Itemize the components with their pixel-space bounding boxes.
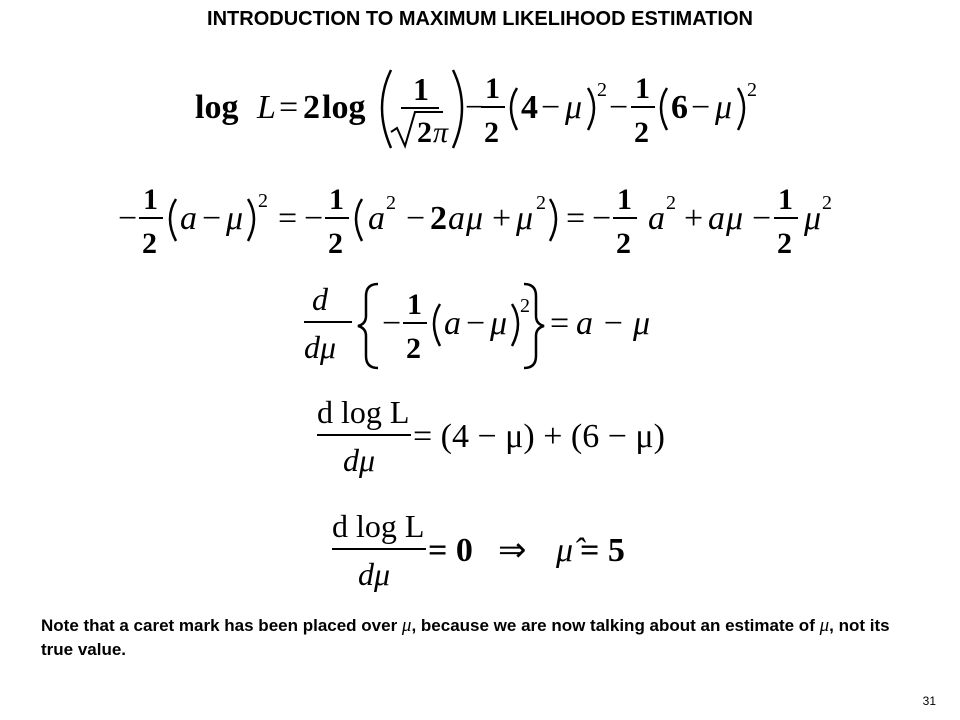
note-text	[41, 614, 901, 662]
note-part1: Note that a caret mark has been placed over	[41, 616, 402, 635]
eq1-minus3: −	[609, 89, 629, 126]
eq2-minus4: −	[406, 200, 426, 237]
eq1-minus4: −	[691, 89, 711, 126]
eq2-a1: a	[180, 200, 197, 237]
eq1-minus1: −	[465, 89, 485, 126]
eq2-a3: a	[448, 200, 465, 237]
eq1-two: 2	[417, 116, 432, 149]
eq1-mu1: μ	[565, 89, 583, 126]
note-mu1: μ	[401, 615, 412, 636]
page-title: INTRODUCTION TO MAXIMUM LIKELIHOOD ESTIMATION	[207, 8, 753, 30]
eq5-num: d log L	[332, 508, 425, 544]
eq2-half1-num: 1	[143, 183, 158, 216]
equation-expansion	[118, 175, 832, 265]
brace-left-icon	[358, 284, 378, 368]
eq1-big-paren-left	[382, 70, 391, 148]
eq3-half-den: 2	[406, 332, 421, 365]
eq2-a5: a	[708, 200, 725, 237]
eq1-equals: =	[279, 89, 299, 126]
eq2-paren-l1	[170, 199, 176, 241]
eq4-den: dμ	[343, 442, 376, 478]
implies-arrow-icon: ⇒	[498, 532, 527, 569]
eq2-minus3: −	[304, 200, 324, 237]
eq1-L: L	[257, 89, 276, 126]
eq3-rhs: a − μ	[576, 305, 651, 342]
eq1-half2-num: 1	[635, 72, 650, 105]
page-number: 31	[922, 694, 936, 708]
eq2-mu3: μ	[516, 200, 534, 237]
eq2-sq2: 2	[386, 192, 396, 214]
eq3-sq: 2	[520, 295, 530, 317]
eq4-rhs: = (4 − μ) + (6 − μ)	[413, 418, 665, 455]
eq1-four: 4	[521, 89, 538, 126]
eq1-big-paren-right	[453, 70, 462, 148]
equation-dlogL	[315, 393, 665, 483]
eq2-sq4: 2	[666, 192, 676, 214]
eq1-pi: π	[433, 116, 449, 149]
eq3-a: a	[444, 305, 461, 342]
eq2-minus6: −	[752, 200, 772, 237]
eq2-paren-l2	[356, 199, 362, 241]
eq1-half2-den: 2	[634, 116, 649, 149]
note-mu2: μ	[819, 615, 830, 636]
eq2-mu1: μ	[226, 200, 244, 237]
eq2-half4-num: 1	[778, 183, 793, 216]
eq1-coef: 2	[303, 89, 320, 126]
eq3-minus2: −	[466, 305, 486, 342]
eq1-one: 1	[413, 71, 429, 107]
eq2-eq1: =	[278, 200, 298, 237]
eq1-half-den: 2	[484, 116, 499, 149]
eq1-mu2: μ	[715, 89, 733, 126]
eq3-paren-r	[512, 304, 518, 346]
eq2-minus1: −	[118, 200, 138, 237]
eq5-eq0: = 0	[428, 532, 473, 569]
eq2-eq2: =	[566, 200, 586, 237]
note-part2: , because we are now talking about an estimate of	[411, 616, 820, 635]
equation-mle-result	[330, 507, 650, 597]
eq1-paren2-left	[661, 88, 667, 130]
eq3-mu: μ	[490, 305, 508, 342]
equation-derivative-term	[300, 278, 650, 373]
eq5-eq5: = 5	[580, 532, 625, 569]
eq3-dmu: dμ	[304, 329, 337, 365]
eq1-sq1: 2	[597, 79, 607, 101]
eq5-muhat: μ̂	[556, 532, 574, 569]
eq2-paren-r2	[550, 199, 556, 241]
eq2-half3-num: 1	[617, 183, 632, 216]
equation-log-likelihood	[195, 60, 775, 155]
eq4-num: d log L	[317, 394, 410, 430]
eq2-half4-den: 2	[777, 227, 792, 260]
eq2-two: 2	[430, 200, 447, 237]
eq3-minus: −	[382, 305, 402, 342]
eq5-den: dμ	[358, 556, 391, 592]
eq1-half-num: 1	[485, 72, 500, 105]
eq2-half2-num: 1	[329, 183, 344, 216]
eq2-minus5: −	[592, 200, 612, 237]
eq2-half2-den: 2	[328, 227, 343, 260]
eq1-log2: log	[322, 89, 366, 126]
eq3-paren-l	[434, 304, 440, 346]
eq2-mu2: μ	[466, 200, 484, 237]
eq2-half3-den: 2	[616, 227, 631, 260]
eq3-eq: =	[550, 305, 570, 342]
eq2-mu4: μ	[726, 200, 744, 237]
note-part3: , not its true value.	[41, 616, 890, 659]
eq1-paren-left	[511, 88, 517, 130]
eq1-log: log	[195, 89, 239, 126]
eq2-a4: a	[648, 200, 665, 237]
eq3-d: d	[312, 281, 328, 317]
eq2-sq1: 2	[258, 190, 268, 212]
eq2-half1-den: 2	[142, 227, 157, 260]
eq1-paren2-right	[738, 88, 744, 130]
eq2-sq3: 2	[536, 192, 546, 214]
eq2-sq5: 2	[822, 192, 832, 214]
eq2-plus2: +	[684, 200, 704, 237]
eq1-sq2: 2	[747, 79, 757, 101]
eq2-a2: a	[368, 200, 385, 237]
eq3-half-num: 1	[407, 288, 422, 321]
eq1-six: 6	[671, 89, 688, 126]
eq2-mu5: μ	[804, 200, 822, 237]
eq2-minus2: −	[202, 200, 222, 237]
eq2-paren-r1	[248, 199, 254, 241]
eq1-paren-right	[588, 88, 594, 130]
eq2-plus1: +	[492, 200, 512, 237]
eq1-minus2: −	[541, 89, 561, 126]
